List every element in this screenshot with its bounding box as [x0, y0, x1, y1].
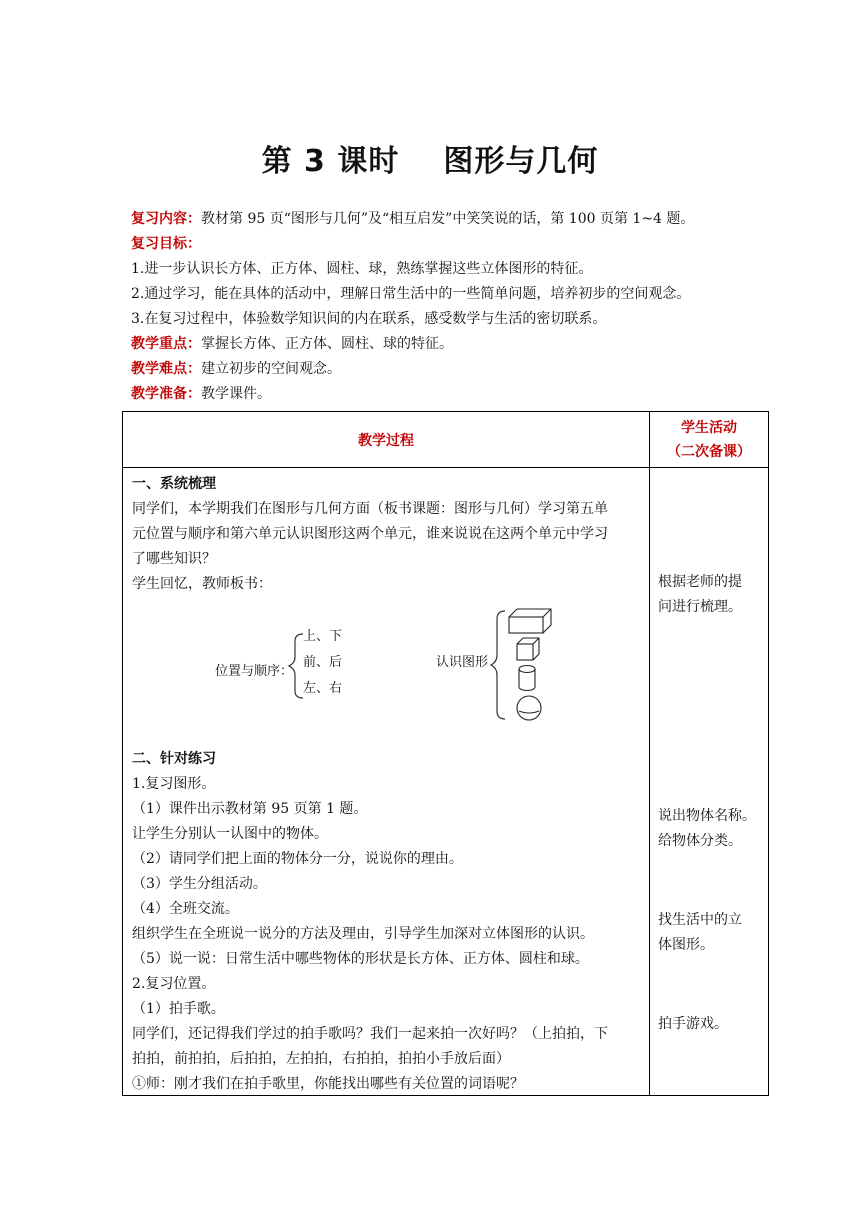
note-line: 找生活中的立 [658, 912, 742, 928]
paragraph-line: （5）说一说：日常生活中哪些物体的形状是长方体、正方体、圆柱和球。 [132, 951, 589, 967]
activity-note [658, 804, 768, 854]
page-title [0, 136, 860, 180]
goal-item: 3.在复习过程中，体验数学知识间的内在联系，感受数学与生活的密切联系。 [131, 311, 607, 327]
paragraph-line: （2）请同学们把上面的物体分一分，说说你的理由。 [132, 851, 463, 867]
lesson-table [122, 411, 769, 1096]
meta-goals-heading [131, 232, 791, 257]
cube-icon [517, 638, 539, 660]
header-process [123, 412, 649, 467]
header-activity-label: 学生活动 [681, 420, 737, 436]
header-activity [650, 416, 768, 464]
paragraph-line: （3）学生分组活动。 [132, 876, 267, 892]
difficult-text: 建立初步的空间观念。 [201, 361, 341, 377]
note-line: 体图形。 [658, 937, 714, 953]
header-activity-sub: （二次备课） [667, 444, 751, 460]
content-label: 复习内容： [131, 211, 201, 227]
paragraph-line: （1）课件出示教材第 95 页第 1 题。 [132, 801, 368, 817]
note-line: 根据老师的提 [658, 574, 742, 590]
meta-difficult-point [131, 357, 791, 382]
header-divider [123, 467, 768, 468]
difficult-label: 教学难点： [131, 361, 201, 377]
activity-note [658, 570, 768, 620]
process-column [132, 472, 642, 1097]
paragraph-line: 元位置与顺序和第六单元认识图形这两个单元，谁来说说在这两个单元中学习 [132, 526, 608, 542]
paragraph-line: 了哪些知识？ [132, 551, 216, 567]
note-line: 给物体分类。 [658, 833, 742, 849]
note-line: 问进行梳理。 [658, 599, 742, 615]
goals-label: 复习目标： [131, 236, 201, 252]
paragraph-line: ①师：刚才我们在拍手歌里，你能找出哪些有关位置的词语呢？ [132, 1076, 524, 1092]
key-label: 教学重点： [131, 336, 201, 352]
section-heading: 一、系统梳理 [132, 476, 216, 492]
meta-key-point [131, 332, 791, 357]
meta-preparation [131, 382, 791, 407]
cylinder-icon [519, 666, 535, 691]
cuboid-icon [509, 609, 551, 633]
paragraph-line: 让学生分别认一认图中的物体。 [132, 826, 328, 842]
paragraph-line: 拍拍，前拍拍，后拍拍，左拍拍，右拍拍，拍拍小手放后面） [132, 1051, 510, 1067]
title-topic: 图形与几何 [443, 144, 599, 179]
diagram-item: 左、右 [303, 681, 343, 696]
goal-item: 1.进一步认识长方体、正方体、圆柱、球，熟练掌握这些立体图形的特征。 [131, 261, 593, 277]
paragraph-line: （4）全班交流。 [132, 901, 239, 917]
meta-content [131, 207, 791, 232]
lesson-meta [131, 207, 791, 407]
prep-text: 教学课件。 [201, 386, 271, 402]
content-text: 教材第 95 页“图形与几何”及“相互启发”中笑笑说的话，第 100 页第 1~4 题。 [201, 211, 695, 227]
activity-note [658, 1012, 768, 1037]
paragraph-line: （1）拍手歌。 [132, 1001, 225, 1017]
column-divider [649, 412, 650, 1095]
title-lesson: 第 3 课时 [261, 144, 400, 179]
board-diagram [123, 603, 643, 738]
diagram-shapes-label: 认识图形 [436, 655, 489, 670]
activity-note [658, 908, 768, 958]
paragraph-line: 2.复习位置。 [132, 976, 216, 992]
right-brace [491, 611, 505, 719]
paragraph-line: 同学们，还记得我们学过的拍手歌吗？我们一起来拍一次好吗？（上拍拍，下 [132, 1026, 608, 1042]
paragraph-line: 同学们，本学期我们在图形与几何方面（板书课题：图形与几何）学习第五单 [132, 501, 608, 517]
note-line: 拍手游戏。 [658, 1016, 728, 1032]
key-text: 掌握长方体、正方体、圆柱、球的特征。 [201, 336, 453, 352]
paragraph-line: 学生回忆，教师板书： [132, 576, 272, 592]
header-process-label: 教学过程 [358, 432, 414, 449]
note-line: 说出物体名称。 [658, 808, 756, 824]
prep-label: 教学准备： [131, 386, 201, 402]
diagram-item: 上、下 [303, 629, 343, 644]
diagram-item: 前、后 [303, 655, 343, 670]
diagram-position-label: 位置与顺序： [215, 664, 294, 679]
section-heading: 二、针对练习 [132, 751, 216, 767]
paragraph-line: 组织学生在全班说一说分的方法及理由，引导学生加深对立体图形的认识。 [132, 926, 594, 942]
sphere-icon [517, 696, 541, 720]
goal-item: 2.通过学习，能在具体的活动中，理解日常生活中的一些简单问题，培养初步的空间观念。 [131, 286, 691, 302]
paragraph-line: 1.复习图形。 [132, 776, 216, 792]
